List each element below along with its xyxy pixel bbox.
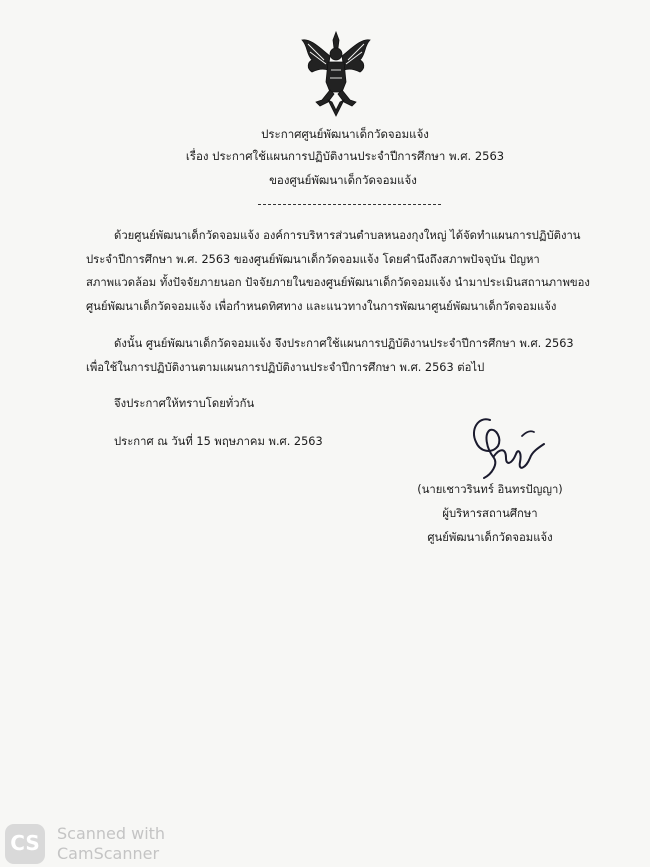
body-paragraph-1 <box>86 224 610 318</box>
garuda-emblem-icon <box>298 30 374 118</box>
scanner-watermark <box>57 824 165 864</box>
camscanner-logo <box>5 824 45 864</box>
paragraph-line: เพื่อใช้ในการปฏิบัติงานตามแผนการปฏิบัติงานประจำปีการศึกษา พ.ศ. 2563 ต่อไป <box>86 360 485 374</box>
signature-block <box>400 478 580 550</box>
paragraph-line: ศูนย์พัฒนาเด็กวัดจอมแจ้ง เพื่อกำหนดทิศทาง และแนวทางในการพัฒนาศูนย์พัฒนาเด็กวัดจอมแจ้ง <box>86 299 557 313</box>
closing-statement: จึงประกาศให้ทราบโดยทั่วกัน <box>114 397 255 410</box>
watermark-line-2: CamScanner <box>57 844 160 863</box>
camscanner-logo-text: CS <box>10 831 40 855</box>
announcement-date: ประกาศ ณ วันที่ 15 พฤษภาคม พ.ศ. 2563 <box>114 435 323 448</box>
paragraph-line: ดังนั้น ศูนย์พัฒนาเด็กวัดจอมแจ้ง จึงประกาศใช้แผนการปฏิบัติงานประจำปีการศึกษา พ.ศ. 2563 <box>114 337 574 350</box>
watermark-line-1: Scanned with <box>57 824 166 843</box>
signatory-name: (นายเชาวรินทร์ อินทรปัญญา) <box>417 483 563 496</box>
paragraph-line: ประจำปีการศึกษา พ.ศ. 2563 ของศูนย์พัฒนาเด็กวัดจอมแจ้ง โดยคำนึงถึงสภาพปัจจุบัน ปัญหา <box>86 252 540 266</box>
announcement-title: ประกาศศูนย์พัฒนาเด็กวัดจอมแจ้ง <box>261 127 429 141</box>
paragraph-line: สภาพแวดล้อม ทั้งปัจจัยภายนอก ปัจจัยภายในของศูนย์พัฒนาเด็กวัดจอมแจ้ง นำมาประเมินสถานภาพของ <box>86 276 590 289</box>
body-paragraph-2 <box>86 332 610 379</box>
signatory-organization: ศูนย์พัฒนาเด็กวัดจอมแจ้ง <box>427 531 553 544</box>
divider-line <box>258 204 441 205</box>
signatory-position: ผู้บริหารสถานศึกษา <box>442 507 538 520</box>
announcement-subject: เรื่อง ประกาศใช้แผนการปฏิบัติงานประจำปีการศึกษา พ.ศ. 2563 <box>185 149 505 163</box>
announcement-subject-line2: ของศูนย์พัฒนาเด็กวัดจอมแจ้ง <box>269 173 417 187</box>
paragraph-line: ด้วยศูนย์พัฒนาเด็กวัดจอมแจ้ง องค์การบริหารส่วนตำบลหนองกุงใหญ่ ได้จัดทำแผนการปฏิบัติงาน <box>114 229 581 242</box>
